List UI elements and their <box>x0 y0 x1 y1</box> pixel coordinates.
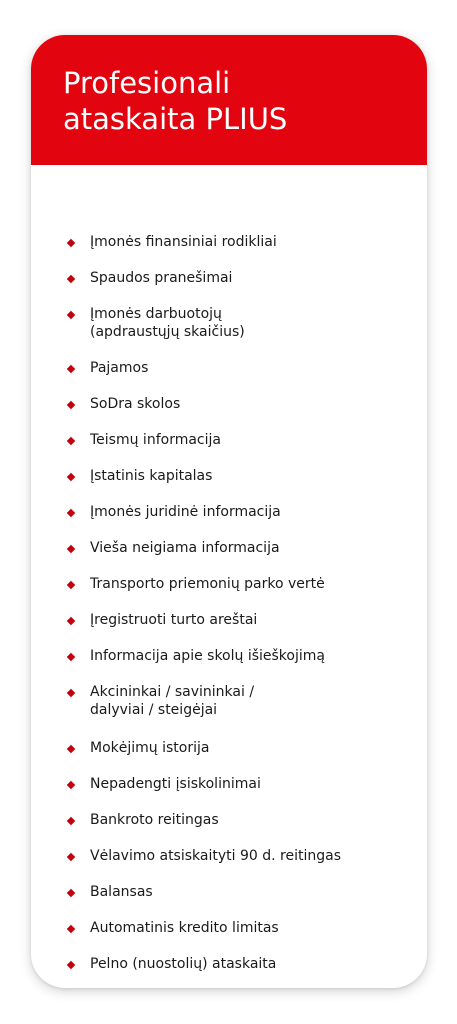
list-item-label: Vieša neigiama informacija <box>90 540 280 556</box>
report-card <box>31 35 427 988</box>
diamond-bullet-icon <box>67 961 75 969</box>
list-item-label: Spaudos pranešimai <box>90 270 233 286</box>
list-item-label-line-1: Įmonės darbuotojų <box>90 306 222 322</box>
diamond-bullet-icon <box>67 653 75 661</box>
list-item-label: Įstatinis kapitalas <box>90 468 213 484</box>
diamond-bullet-icon <box>67 401 75 409</box>
list-item-label: Įmonės juridinė informacija <box>90 504 281 520</box>
diamond-bullet-icon <box>67 689 75 697</box>
diamond-bullet-icon <box>67 853 75 861</box>
diamond-bullet-icon <box>67 617 75 625</box>
card-title-line-2: ataskaita PLIUS <box>63 102 288 136</box>
diamond-bullet-icon <box>67 889 75 897</box>
diamond-bullet-icon <box>67 239 75 247</box>
diamond-bullet-icon <box>67 365 75 373</box>
diamond-bullet-icon <box>67 509 75 517</box>
list-item-label: Automatinis kredito limitas <box>90 920 279 936</box>
list-item-label: Balansas <box>90 884 153 900</box>
list-item-label <box>90 683 410 719</box>
list-item-label: Mokėjimų istorija <box>90 740 210 756</box>
card-title-line-1: Profesionali <box>63 66 231 100</box>
list-item-label: Informacija apie skolų išieškojimą <box>90 648 325 664</box>
list-item-label: Įregistruoti turto areštai <box>90 612 258 628</box>
list-item-label: Vėlavimo atsiskaityti 90 d. reitingas <box>90 848 341 864</box>
diamond-bullet-icon <box>67 275 75 283</box>
list-item-label: Nepadengti įsiskolinimai <box>90 776 261 792</box>
list-item-label: Bankroto reitingas <box>90 812 219 828</box>
diamond-bullet-icon <box>67 545 75 553</box>
diamond-bullet-icon <box>67 311 75 319</box>
card-header <box>31 35 427 165</box>
list-item-label-line-2: (apdraustųjų skaičius) <box>90 324 245 340</box>
diamond-bullet-icon <box>67 781 75 789</box>
list-item-label: Transporto priemonių parko vertė <box>90 576 325 592</box>
diamond-bullet-icon <box>67 925 75 933</box>
diamond-bullet-icon <box>67 581 75 589</box>
list-item-label-line-1: Akcininkai / savininkai / <box>90 684 255 700</box>
list-item-label: SoDra skolos <box>90 396 181 412</box>
list-item-label-line-2: dalyviai / steigėjai <box>90 702 218 718</box>
diamond-bullet-icon <box>67 473 75 481</box>
diamond-bullet-icon <box>67 745 75 753</box>
list-item-label: Įmonės finansiniai rodikliai <box>90 234 277 250</box>
list-item-label <box>90 305 410 341</box>
diamond-bullet-icon <box>67 437 75 445</box>
list-item-label: Teismų informacija <box>90 432 221 448</box>
list-item-label: Pelno (nuostolių) ataskaita <box>90 956 277 972</box>
diamond-bullet-icon <box>67 817 75 825</box>
card-title <box>63 65 403 137</box>
list-item-label: Pajamos <box>90 360 149 376</box>
